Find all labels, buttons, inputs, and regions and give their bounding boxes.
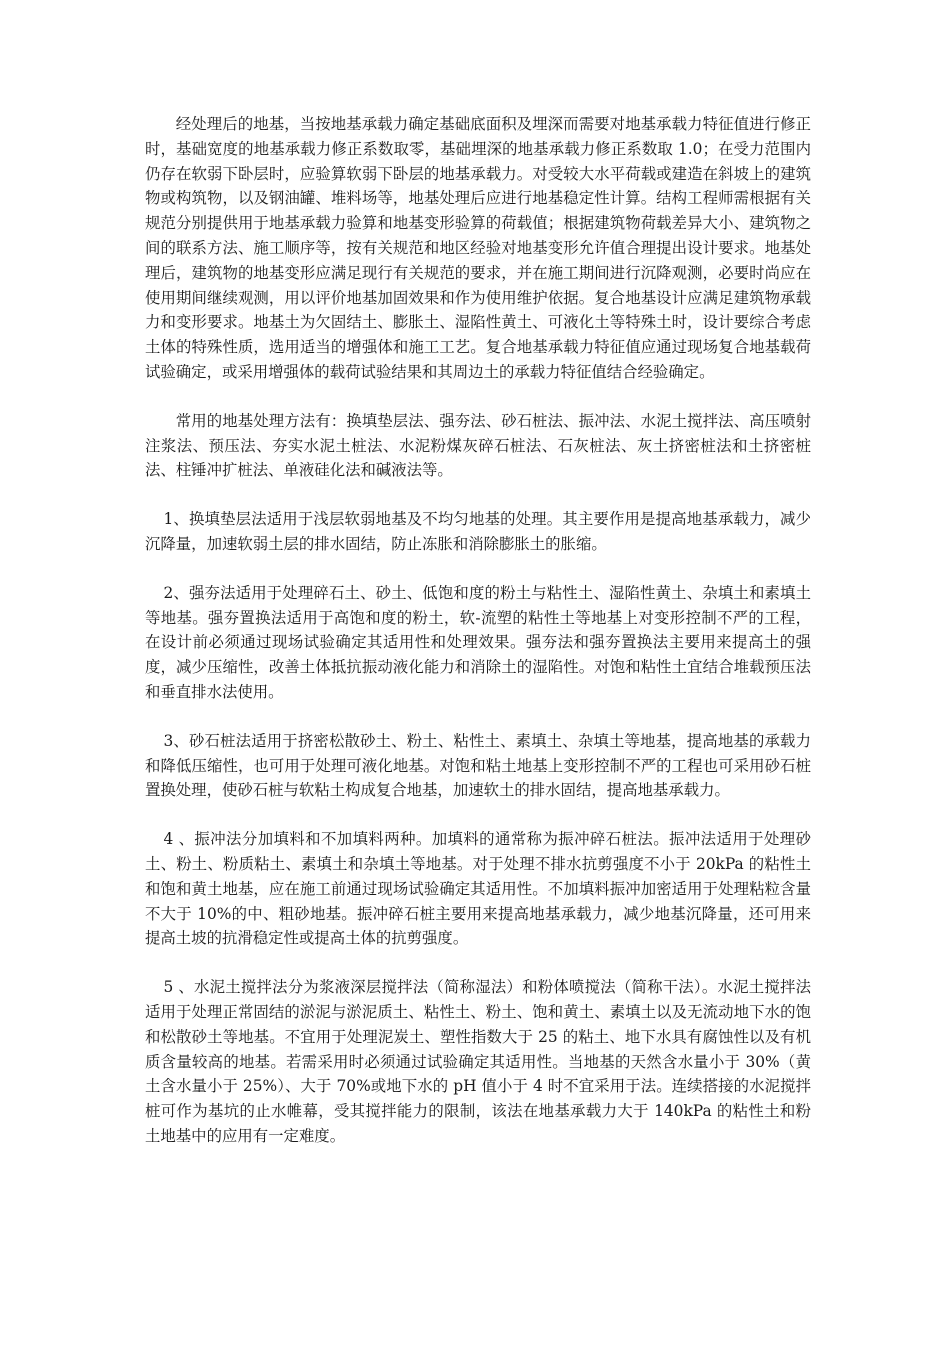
paragraph-intro: 经处理后的地基，当按地基承载力确定基础底面积及埋深而需要对地基承载力特征值进行修正时，基础宽度的地基承载力修正系数取零，基础埋深的地基承载力修正系数取 1.0；在受力范围内仍存在软弱下卧层时，应验算软弱下卧层的地基承载力。对受较大水平荷载或建造在斜坡上的建筑物或构筑物，以及钢油罐、堆料场等，地基处理后应进行地基稳定性计算。结构工程师需根据有关规范分别提供用于地基承载力验算和地基变形验算的荷载值；根据建筑物荷载差异大小、建筑物之间的联系方法、施工顺序等，按有关规范和地区经验对地基变形允许值合理提出设计要求。地基处理后，建筑物的地基变形应满足现行有关规范的要求，并在施工期间进行沉降观测，必要时尚应在使用期间继续观测，用以评价地基加固效果和作为使用维护依据。复合地基设计应满足建筑物承载力和变形要求。地基土为欠固结土、膨胀土、湿陷性黄土、可液化土等特殊土时，设计要综合考虑土体的特殊性质，选用适当的增强体和施工工艺。复合地基承载力特征值应通过现场复合地基载荷试验确定，或采用增强体的载荷试验结果和其周边土的承载力特征值结合经验确定。 — [145, 115, 811, 381]
paragraph-methods-overview: 常用的地基处理方法有：换填垫层法、强夯法、砂石桩法、振冲法、水泥土搅拌法、高压喷射注浆法、预压法、夯实水泥土桩法、水泥粉煤灰碎石桩法、石灰桩法、灰土挤密桩法和土挤密桩法、柱锤冲扩桩法、单液硅化法和碱液法等。 — [145, 411, 811, 480]
paragraph-item-4: 4 、振冲法分加填料和不加填料两种。加填料的通常称为振冲碎石桩法。振冲法适用于处理砂土、粉土、粉质粘土、素填土和杂填土等地基。对于处理不排水抗剪强度不小于 20kPa 的粘性土和饱和黄土地基，应在施工前通过现场试验确定其适用性。不加填料振冲加密适用于处理粘粒含量不大于 10%的中、粗砂地基。振冲碎石桩主要用来提高地基承载力，减少地基沉降量，还可用来提高土坡的抗滑稳定性或提高土体的抗剪强度。 — [145, 830, 811, 948]
paragraph-item-1: 1、换填垫层法适用于浅层软弱地基及不均匀地基的处理。其主要作用是提高地基承载力，减少沉降量，加速软弱土层的排水固结，防止冻胀和消除膨胀土的胀缩。 — [145, 510, 811, 553]
paragraph-item-5: 5 、水泥土搅拌法分为浆液深层搅拌法（简称湿法）和粉体喷搅法（简称干法）。水泥土搅拌法适用于处理正常固结的淤泥与淤泥质土、粘性土、粉土、饱和黄土、素填土以及无流动地下水的饱和松散砂土等地基。不宜用于处理泥炭土、塑性指数大于 25 的粘土、地下水具有腐蚀性以及有机质含量较高的地基。若需采用时必须通过试验确定其适用性。当地基的天然含水量小于 30%（黄土含水量小于 25%）、大于 70%或地下水的 pH 值小于 4 时不宜采用于法。连续搭接的水泥搅拌桩可作为基坑的止水帷幕，受其搅拌能力的限制，该法在地基承载力大于 140kPa 的粘性土和粉土地基中的应用有一定难度。 — [145, 978, 811, 1145]
document-body — [145, 112, 811, 1173]
paragraph-item-3: 3、砂石桩法适用于挤密松散砂土、粉土、粘性土、素填土、杂填土等地基，提高地基的承载力和降低压缩性，也可用于处理可液化地基。对饱和粘土地基上变形控制不严的工程也可采用砂石桩置换处理，使砂石桩与软粘土构成复合地基，加速软土的排水固结，提高地基承载力。 — [145, 731, 811, 800]
paragraph-item-2: 2、强夯法适用于处理碎石土、砂土、低饱和度的粉土与粘性土、湿陷性黄土、杂填土和素填土等地基。强夯置换法适用于高饱和度的粉土，软-流塑的粘性土等地基上对变形控制不严的工程，在设计前必须通过现场试验确定其适用性和处理效果。强夯法和强夯置换法主要用来提高土的强度，减少压缩性，改善土体抵抗振动液化能力和消除土的湿陷性。对饱和粘性土宜结合堆载预压法和垂直排水法使用。 — [145, 583, 811, 701]
